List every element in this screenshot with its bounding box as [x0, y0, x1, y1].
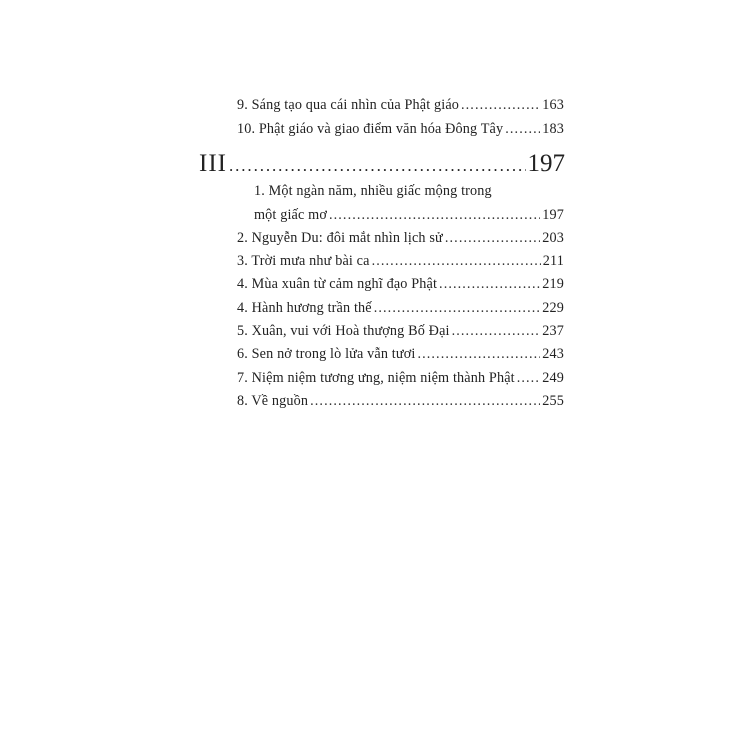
toc-entry-page: 229	[542, 300, 564, 316]
toc-entry-title: 1. Một ngàn năm, nhiều giấc mộng trong	[254, 183, 492, 199]
dot-leader	[517, 370, 541, 387]
toc-entry	[237, 97, 564, 114]
toc-entry-page: 197	[542, 207, 564, 223]
toc-entry-page: 219	[542, 276, 564, 292]
toc-entry-title: 8. Về nguồn	[237, 393, 309, 409]
toc-entry	[254, 207, 564, 224]
toc-entry	[237, 121, 564, 138]
toc-entry	[237, 370, 564, 387]
dot-leader	[417, 346, 540, 363]
toc-entry-page: 203	[542, 230, 564, 246]
part-heading	[199, 150, 565, 180]
toc-entry	[237, 230, 564, 247]
toc-entry	[237, 253, 564, 270]
toc-entry-page: 237	[542, 323, 564, 339]
toc-entry-title: 6. Sen nở trong lò lửa vẫn tươi	[237, 346, 416, 362]
toc-entry-title: 4. Hành hương trần thế	[237, 300, 372, 316]
toc-entry-title: 9. Sáng tạo qua cái nhìn của Phật giáo	[237, 97, 460, 113]
toc-entry-title: một giấc mơ	[254, 207, 327, 223]
dot-leader	[505, 121, 540, 138]
toc-entry-page: 255	[542, 393, 564, 409]
toc-entry	[237, 323, 564, 340]
toc-entry	[237, 346, 564, 363]
toc-entry-title: 10. Phật giáo và giao điểm văn hóa Đông Tây	[237, 121, 504, 137]
toc-entry-title: 7. Niệm niệm tương ưng, niệm niệm thành Phật	[237, 370, 515, 386]
toc-entry	[254, 183, 564, 200]
toc-entry-page: 211	[542, 253, 564, 269]
toc-entry	[237, 393, 564, 410]
dot-leader	[452, 323, 541, 340]
dot-leader	[310, 393, 540, 410]
toc-entry-page: 249	[542, 370, 564, 386]
dot-leader	[374, 300, 541, 317]
toc-entry-page: 243	[542, 346, 564, 362]
dot-leader	[445, 230, 540, 247]
part-heading-title: III	[199, 150, 227, 177]
toc-entry-title: 5. Xuân, vui với Hoà thượng Bố Đại	[237, 323, 450, 339]
toc-entry-page: 163	[542, 97, 564, 113]
part-heading-page: 197	[527, 150, 565, 177]
toc-entry-title: 2. Nguyễn Du: đôi mắt nhìn lịch sử	[237, 230, 443, 246]
dot-leader	[372, 253, 541, 270]
dot-leader	[229, 152, 526, 180]
toc-entry-title: 3. Trời mưa như bài ca	[237, 253, 370, 269]
dot-leader	[461, 97, 540, 114]
toc-entry	[237, 276, 564, 293]
toc-entry-title: 4. Mùa xuân từ cảm nghĩ đạo Phật	[237, 276, 438, 292]
dot-leader	[329, 207, 540, 224]
toc-entry	[237, 300, 564, 317]
toc-entry-page: 183	[542, 121, 564, 137]
dot-leader	[439, 276, 540, 293]
